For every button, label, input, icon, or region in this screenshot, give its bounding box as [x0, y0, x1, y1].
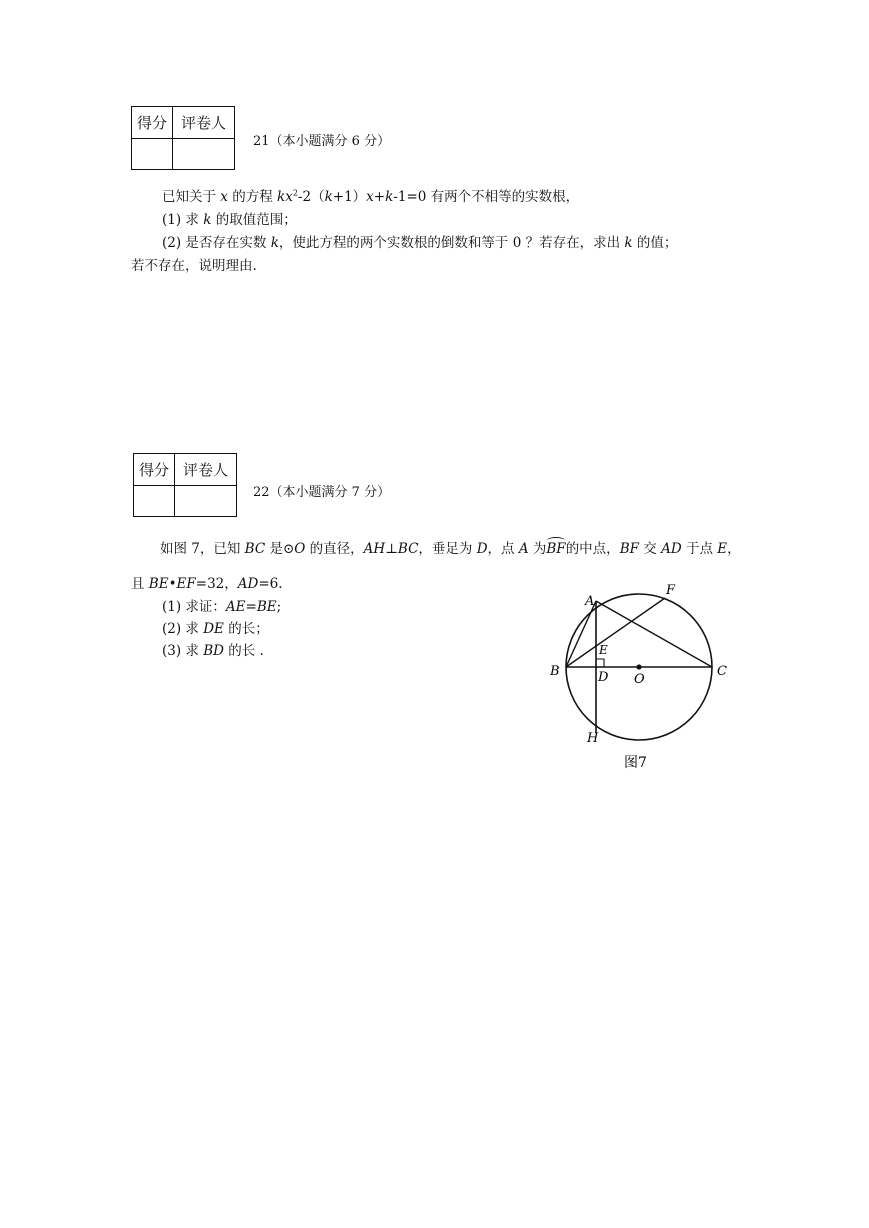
center-dot — [636, 664, 641, 669]
q22-grader-cell — [175, 486, 237, 517]
q22-statement-line1: 如图 7，已知 BC 是⊙O 的直径，AH⊥BC，垂足为 D，点 A 为BF的中点，BF 交 AD 于点 E， — [160, 541, 741, 557]
q21-score-cell — [132, 139, 173, 170]
figure-caption: 图7 — [624, 755, 647, 771]
label-b: B — [550, 664, 560, 679]
q22-sub2: (2) 求 DE 的长； — [162, 621, 269, 637]
figure-7-diagram — [540, 578, 740, 778]
q21-sub1: (1) 求 k 的取值范围； — [162, 212, 297, 228]
q21-sub2-cont: 若不存在，说明理由. — [131, 258, 257, 274]
q21-grader-label: 评卷人 — [173, 107, 235, 139]
q22-sub3: (3) 求 BD 的长 . — [162, 643, 264, 659]
q21-intro: 已知关于 x 的方程 $kx^2-2(k+1)x+k-1=0$ 有两个不相等的实数根， — [162, 188, 580, 205]
q22-grader-label: 评卷人 — [175, 454, 237, 486]
q22-statement-line2: 且 BE•EF=32，AD=6. — [131, 576, 283, 592]
q22-header: 22（本小题满分 7 分） — [253, 485, 391, 500]
label-h: H — [587, 731, 599, 746]
q22-score-label: 得分 — [134, 454, 175, 486]
label-f: F — [666, 583, 676, 598]
q21-header: 21（本小题满分 6 分） — [253, 134, 391, 149]
label-o: O — [634, 672, 645, 687]
q21-grader-cell — [173, 139, 235, 170]
q21-score-label: 得分 — [132, 107, 173, 139]
label-d: D — [598, 670, 609, 685]
label-c: C — [717, 664, 727, 679]
label-e: E — [599, 643, 608, 657]
label-a: A — [585, 594, 595, 609]
q21-sub2: (2) 是否存在实数 k，使此方程的两个实数根的倒数和等于 0 ？若存在，求出 k 的值； — [162, 235, 678, 251]
q22-score-table — [133, 453, 237, 517]
q22-score-cell — [134, 486, 175, 517]
arc-bf: BF — [546, 541, 566, 557]
q22-sub1: (1) 求证：AE=BE; — [162, 599, 282, 615]
right-angle-mark — [596, 659, 604, 667]
q21-score-table — [131, 106, 235, 170]
